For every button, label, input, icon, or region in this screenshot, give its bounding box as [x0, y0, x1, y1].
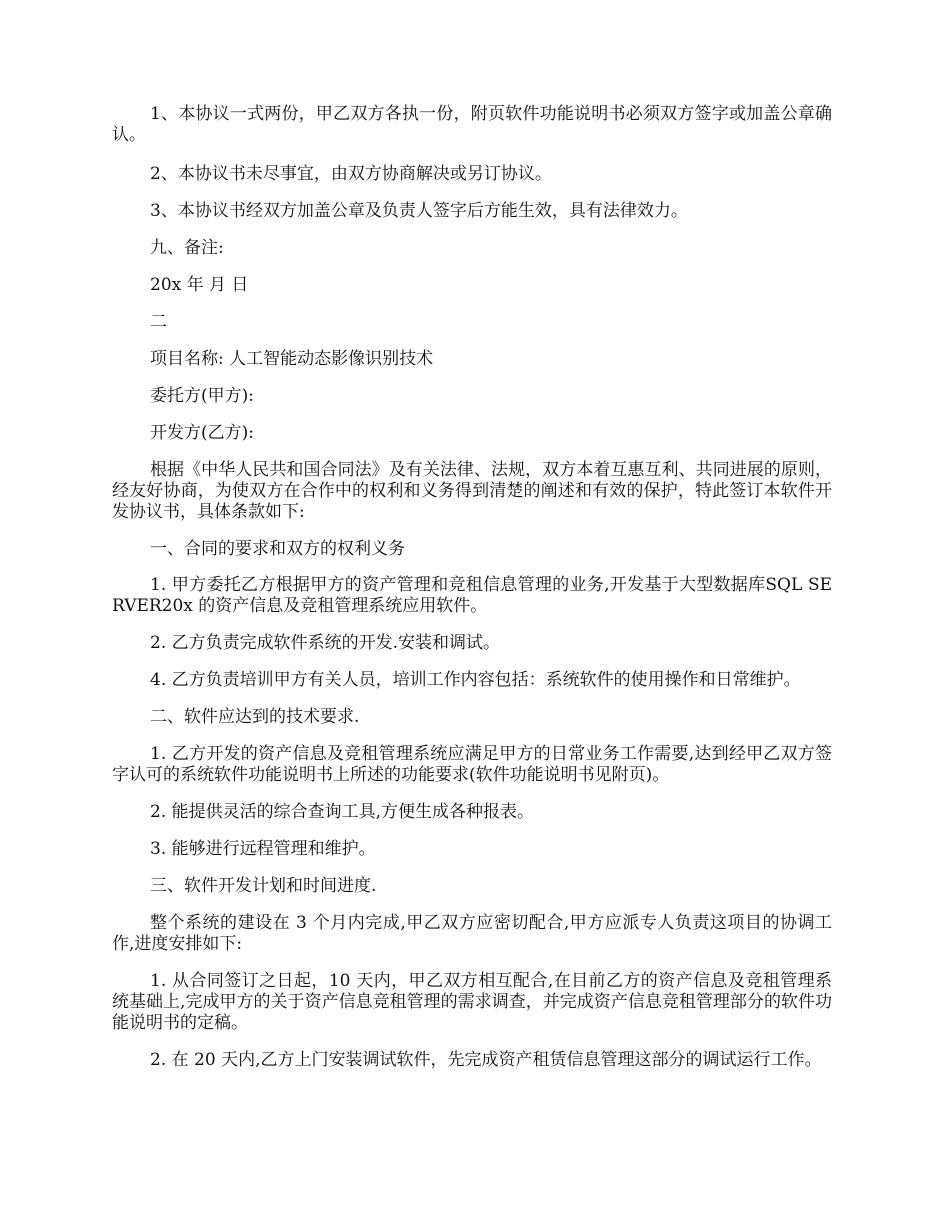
clause-3-1: 1. 从合同签订之日起，10 天内，甲乙双方相互配合,在目前乙方的资产信息及竞租管理系统基础上,完成甲方的关于资产信息竞租管理的需求调查，并完成资产信息竞租管理部分的软件功能说明书的定稿。 [112, 971, 832, 1033]
section-heading-1: 一、合同的要求和双方的权利义务 [150, 539, 405, 559]
clause-2-2: 2. 能提供灵活的综合查询工具,方便生成各种报表。 [150, 802, 535, 822]
section-heading-2: 二、软件应达到的技术要求. [150, 707, 360, 727]
project-name: 项目名称: 人工智能动态影像识别技术 [150, 349, 434, 369]
section-heading-remarks: 九、备注: [150, 238, 224, 258]
section-number-two: 二 [150, 312, 167, 332]
schedule-intro: 整个系统的建设在 3 个月内完成,甲乙双方应密切配合,甲方应派专人负责这项目的协调工作,进度安排如下: [112, 913, 832, 954]
paragraph-3: 3、本协议书经双方加盖公章及负责人签字后方能生效，具有法律效力。 [150, 201, 688, 221]
developer-party: 开发方(乙方): [150, 423, 254, 443]
preamble-paragraph: 根据《中华人民共和国合同法》及有关法律、法规，双方本着互惠互利、共同进展的原则，经友好协商，为使双方在合作中的权利和义务得到清楚的阐述和有效的保护，特此签订本软件开发协议书，具体条款如下: [112, 460, 832, 522]
section-heading-3: 三、软件开发计划和时间进度. [150, 876, 377, 896]
clause-2-3: 3. 能够进行远程管理和维护。 [150, 839, 376, 859]
clause-2-1: 1. 乙方开发的资产信息及竞租管理系统应满足甲方的日常业务工作需要,达到经甲乙双方签字认可的系统软件功能说明书上所述的功能要求(软件功能说明书见附页)。 [112, 744, 832, 785]
document-page [112, 104, 832, 1071]
clause-1-1: 1. 甲方委托乙方根据甲方的资产管理和竞租信息管理的业务,开发基于大型数据库SQL SERVER20x 的资产信息及竞租管理系统应用软件。 [112, 575, 832, 616]
clause-3-2: 2. 在 20 天内,乙方上门安装调试软件，先完成资产租赁信息管理这部分的调试运行工作。 [150, 1050, 822, 1070]
date-line: 20x 年 月 日 [150, 275, 249, 295]
clause-1-4: 4. 乙方负责培训甲方有关人员，培训工作内容包括：系统软件的使用操作和日常维护。 [150, 670, 801, 690]
paragraph-1: 1、本协议一式两份，甲乙双方各执一份，附页软件功能说明书必须双方签字或加盖公章确认。 [112, 104, 832, 145]
client-party: 委托方(甲方): [150, 386, 254, 406]
paragraph-2: 2、本协议书未尽事宜，由双方协商解决或另订协议。 [150, 164, 552, 184]
clause-1-2: 2. 乙方负责完成软件系统的开发.安装和调试。 [150, 633, 501, 653]
